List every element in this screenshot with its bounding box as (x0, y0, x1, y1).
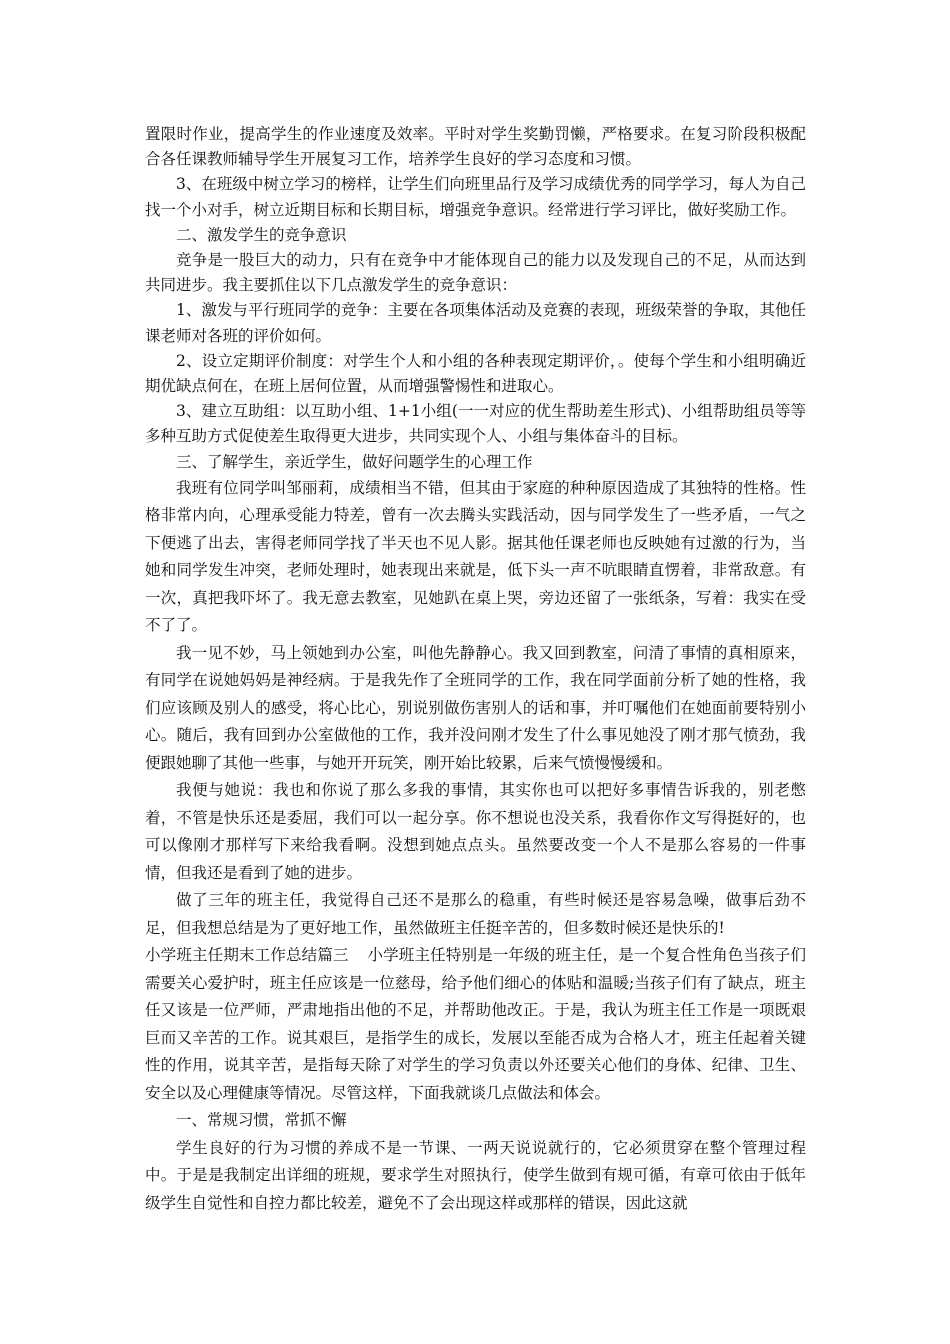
paragraph-3: 竞争是一股巨大的动力，只有在竞争中才能体现自己的能力以及发现自己的不足，从而达到共同进步。我主要抓住以下几点激发学生的竞争意识： (145, 251, 806, 295)
paragraph-9: 我便与她说：我也和你说了那么多我的事情，其实你也可以把好多事情告诉我的，别老憋着，不管是快乐还是委屈，我们可以一起分享。你不想说也没关系，我看你作文写得挺好的，也可以像刚才那样写下来给我看啊。没想到她点点头。虽然要改变一个人不是那么容易的一件事情，但我还是看到了她的进步。 (145, 781, 806, 882)
paragraph-2: 3、在班级中树立学习的榜样，让学生们向班里品行及学习成绩优秀的同学学习，每人为自己找一个小对手，树立近期目标和长期目标，增强竞争意识。经常进行学习评比，做好奖励工作。 (145, 175, 806, 219)
heading-1b: 一、常规习惯，常抓不懈 (176, 1111, 347, 1130)
paragraph-11 (145, 942, 806, 1107)
paragraph-7: 我班有位同学叫邹丽莉，成绩相当不错，但其由于家庭的种种原因造成了其独特的性格。性格非常内向，心理承受能力特差，曾有一次去腾头实践活动，因与同学发生了一些矛盾，一气之下便逃了出去，害得老师同学找了半天也不见人影。据其他任课老师也反映她有过激的行为，当她和同学发生冲突，老师处理时，她表现出来就是，低下头一声不吭眼睛直愣着，非常敌意。有一次，真把我吓坏了。我无意去教室，见她趴在桌上哭，旁边还留了一张纸条，写着：我实在受不了了。 (145, 478, 806, 635)
paragraph-6: 3、建立互助组：以互助小组、1+1小组(一一对应的优生帮助差生形式)、小组帮助组员等等多种互助方式促使差生取得更大进步，共同实现个人、小组与集体奋斗的目标。 (145, 402, 806, 446)
paragraph-10: 做了三年的班主任，我觉得自己还不是那么的稳重，有些时候还是容易急噪，做事后劲不足，但我想总结是为了更好地工作，虽然做班主任挺辛苦的，但多数时候还是快乐的! (145, 891, 806, 937)
paragraph-12: 学生良好的行为习惯的养成不是一节课、一两天说说就行的，它必须贯穿在整个管理过程中。于是是我制定出详细的班规，要求学生对照执行，使学生做到有规可循，有章可依由于低年级学生自觉性和自控力都比较差，避免不了会出现这样或那样的错误，因此这就 (145, 1138, 806, 1212)
section-heading-inline: 小学班主任期末工作总结篇三 (145, 946, 349, 965)
paragraph-5: 2、设立定期评价制度：对学生个人和小组的各种表现定期评价，。使每个学生和小组明确近期优缺点何在，在班上居何位置，从而增强警惕性和进取心。 (145, 351, 806, 396)
heading-2: 二、激发学生的竞争意识 (176, 225, 347, 244)
paragraph-1: 置限时作业，提高学生的作业速度及效率。平时对学生奖勤罚懒，严格要求。在复习阶段积极配合各任课教师辅导学生开展复习工作，培养学生良好的学习态度和习惯。 (145, 125, 806, 169)
heading-3: 三、了解学生，亲近学生，做好问题学生的心理工作 (176, 452, 533, 471)
paragraph-4: 1、激发与平行班同学的竞争：主要在各项集体活动及竞赛的表现，班级荣誉的争取，其他任课老师对各班的评价如何。 (145, 301, 806, 345)
document-body (145, 122, 806, 1217)
paragraph-11-text: 小学班主任特别是一年级的班主任，是一个复合性角色当孩子们需要关心爱护时，班主任应该是一位慈母，给予他们细心的体贴和温暖;当孩子们有了缺点，班主任又该是一位严师，严肃地指出他的不足，并帮助他改正。于是，我认为班主任工作是一项既艰巨而又辛苦的工作。说其艰巨，是指学生的成长，发展以至能否成为合格人才，班主任起着关键性的作用，说其辛苦，是指每天除了对学生的学习负责以外还要关心他们的身体、纪律、卫生、安全以及心理健康等情况。尽管这样，下面我就谈几点做法和体会。 (145, 946, 806, 1102)
paragraph-8: 我一见不妙，马上领她到办公室，叫他先静静心。我又回到教室，问清了事情的真相原来，有同学在说她妈妈是神经病。于是我先作了全班同学的工作，我在同学面前分析了她的性格，我们应该顾及别人的感受，将心比心，别说别做伤害别人的话和事，并叮嘱他们在她面前要特别小心。随后，我有回到办公室做他的工作，我并没问刚才发生了什么事见她没了刚才那气愤劲，我便跟她聊了其他一些事，与她开开玩笑，刚开始比较累，后来气愤慢慢缓和。 (145, 643, 806, 772)
